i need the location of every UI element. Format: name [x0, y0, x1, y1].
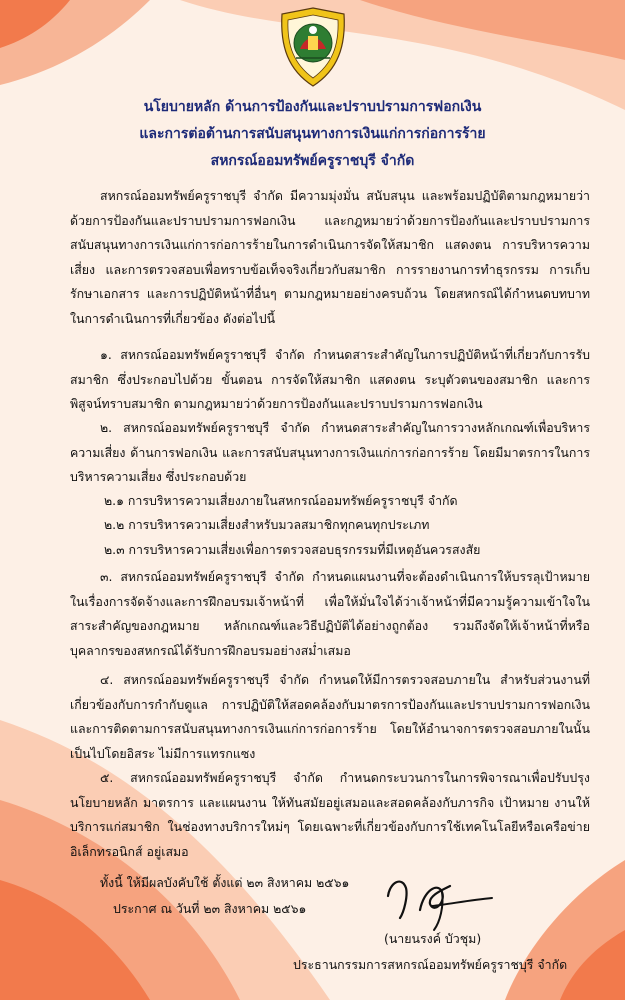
document-title-line-2: และการต่อต้านการสนับสนุนทางการเงินแก่การก่อการร้าย — [139, 126, 486, 142]
policy-item-5: ๕. สหกรณ์ออมทรัพย์ครูราชบุรี จำกัด กำหนดกระบวนการในการพิจารณาเพื่อปรับปรุงนโยบายหลัก มาตรการ และแผนงาน ให้ทันสมัยอยู่เสมอและสอดคล้องกับภารกิจ เป้าหมาย งานให้บริการแก่สมาชิก ในช่องทางบริการใหม่ๆ โดยเฉพาะที่เกี่ยวข้องกับการใช้เทคโนโลยีหรือเครือข่าย อิเล็กทรอนิกส์ อยู่เสมอ — [70, 770, 590, 859]
policy-sub-item-2-1: ๒.๑ การบริหารความเสี่ยงภายในสหกรณ์ออมทรัพย์ครูราชบุรี จำกัด — [104, 493, 458, 508]
cooperative-logo — [278, 6, 348, 88]
policy-sub-item-2-2: ๒.๒ การบริหารความเสี่ยงสำหรับมวลสมาชิกทุกคนทุกประเภท — [104, 517, 430, 532]
policy-sub-item-2-3: ๒.๓ การบริหารความเสี่ยงเพื่อการตรวจสอบธุรกรรมที่มีเหตุอันควรสงสัย — [104, 542, 481, 557]
signer-position: ประธานกรรมการสหกรณ์ออมทรัพย์ครูราชบุรี จำกัด — [293, 957, 568, 972]
policy-item-3: ๓. สหกรณ์ออมทรัพย์ครูราชบุรี จำกัด กำหนดแผนงานที่จะต้องดำเนินการให้บรรลุเป้าหมายในเรื่องการจัดจ้างและการฝึกอบรมเจ้าหน้าที่ เพื่อให้มั่นใจได้ว่าเจ้าหน้าที่มีความรู้ความเข้าใจในสาระสำคัญของกฎหมาย หลักเกณฑ์และวิธีปฏิบัติได้อย่างถูกต้อง รวมถึงจัดให้เจ้าหน้าที่หรือบุคลากรของสหกรณ์ได้รับการฝึกอบรมอย่างสม่ำเสมอ — [70, 569, 590, 658]
effective-date: ทั้งนี้ ให้มีผลบังคับใช้ ตั้งแต่ ๒๓ สิงหาคม ๒๕๖๑ — [100, 875, 350, 890]
document-title-line-3: สหกรณ์ออมทรัพย์ครูราชบุรี จำกัด — [210, 153, 415, 169]
signer-name: (นายนรงค์ บัวชุม) — [384, 931, 482, 946]
announcement-date: ประกาศ ณ วันที่ ๒๓ สิงหาคม ๒๕๖๑ — [113, 901, 307, 916]
policy-item-2: ๒. สหกรณ์ออมทรัพย์ครูราชบุรี จำกัด กำหนดสาระสำคัญในการวางหลักเกณฑ์เพื่อบริหารความเสี่ยง ด้านการฟอกเงิน และการสนับสนุนทางการเงินแก่การก่อการร้าย โดยมีมาตรการในการบริหารความเสี่ยง ซึ่งประกอบด้วย — [70, 420, 590, 485]
intro-paragraph: สหกรณ์ออมทรัพย์ครูราชบุรี จำกัด มีความมุ่งมั่น สนับสนุน และพร้อมปฏิบัติตามกฎหมายว่าด้วยการป้องกันและปราบปรามการฟอกเงิน และกฎหมายว่าด้วยการป้องกันและปราบปรามการสนับสนุนทางการเงินแก่การก่อการร้ายในการดำเนินการจัดให้สมาชิก แสดงตน การบริหารความเสี่ยง และการตรวจสอบเพื่อทราบข้อเท็จจริงเกี่ยวกับสมาชิก การรายงานการทำธุรกรรม การเก็บรักษาเอกสาร และการปฏิบัติหน้าที่อื่นๆ ตามกฎหมายอย่างครบถ้วน โดยสหกรณ์ได้กำหนดบทบาทในการดำเนินการที่เกี่ยวข้อง ดังต่อไปนี้ — [70, 188, 590, 326]
document-title-line-1: นโยบายหลัก ด้านการป้องกันและปราบปรามการฟอกเงิน — [143, 99, 482, 115]
signature — [380, 866, 500, 932]
policy-item-1: ๑. สหกรณ์ออมทรัพย์ครูราชบุรี จำกัด กำหนดสาระสำคัญในการปฏิบัติหน้าที่เกี่ยวกับการรับสมาชิก ซึ่งประกอบไปด้วย ขั้นตอน การจัดให้สมาชิก แสดงตน ระบุตัวตนของสมาชิก และการพิสูจน์ทราบสมาชิก ตามกฎหมายว่าด้วยการป้องกันและปราบปรามการฟอกเงิน — [70, 347, 590, 412]
policy-item-4: ๔. สหกรณ์ออมทรัพย์ครูราชบุรี จำกัด กำหนดให้มีการตรวจสอบภายใน สำหรับส่วนงานที่เกี่ยวข้องกับการกำกับดูแล การปฏิบัติให้สอดคล้องกับมาตรการป้องกันและปราบปรามการฟอกเงินและการติดตามการสนับสนุนทางการเงินแก่การก่อการร้าย โดยให้อำนาจการตรวจสอบภายในนั้น เป็นไปโดยอิสระ ไม่มีการแทรกแซง — [70, 672, 590, 761]
